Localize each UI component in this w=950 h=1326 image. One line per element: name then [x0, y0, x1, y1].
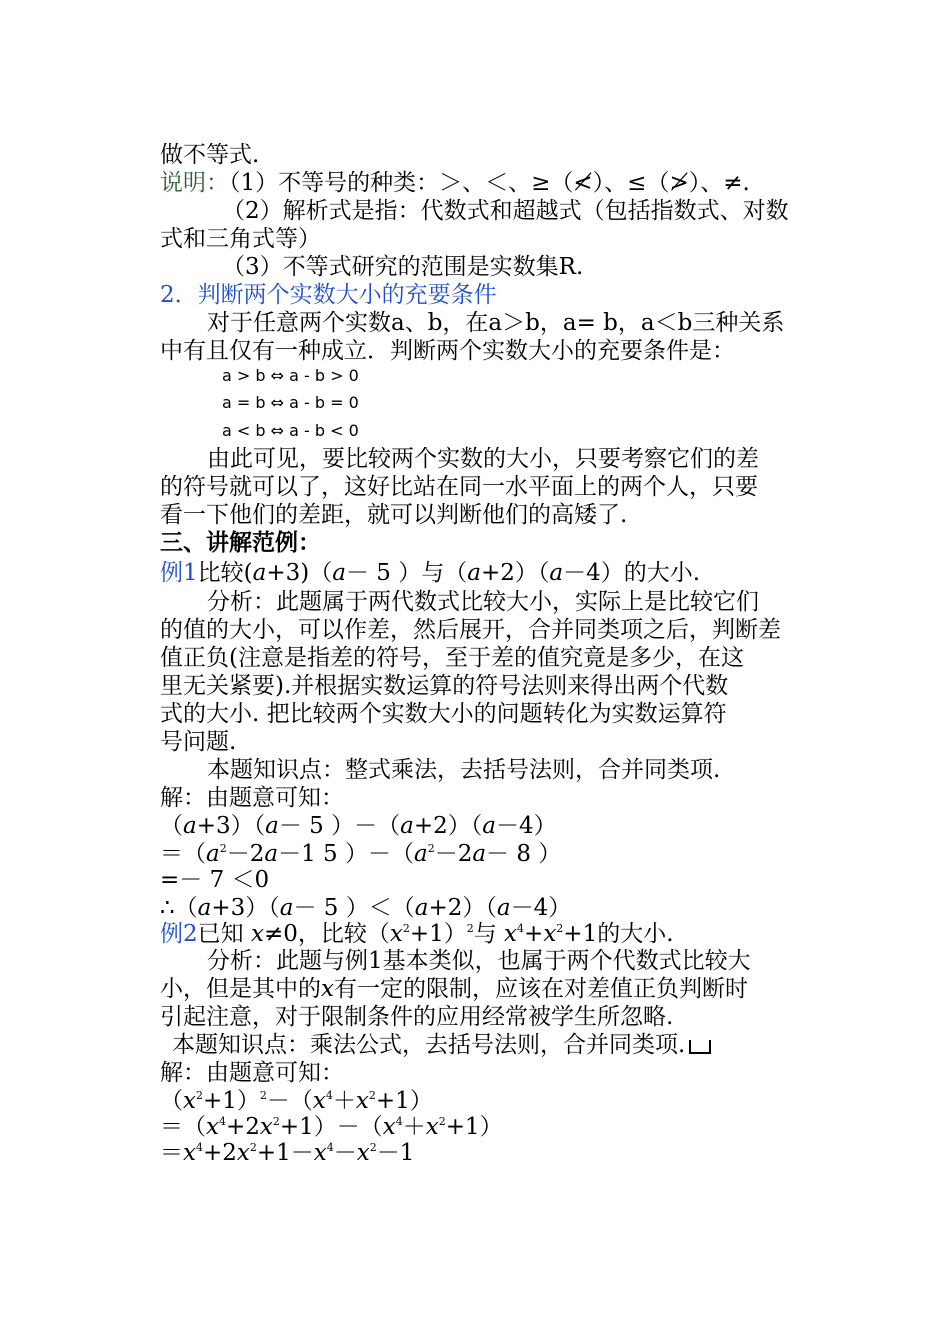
equation-line: ∴（a+3）（a－ 5 ）＜（a+2）（a－4） [160, 895, 572, 921]
text-line: 解：由题意可知： [160, 785, 344, 811]
example-2-title: 例2已知 x≠0，比较$(x^2+1)^2$与 $x^4+x^2+1$的大小. [160, 921, 674, 947]
section-heading: 2．判断两个实数大小的充要条件 [160, 282, 497, 308]
text-line: 号问题. [160, 729, 237, 755]
text-line: 小，但是其中的x有一定的限制，应该在对差值正负判断时 [160, 976, 748, 1002]
note-label: 说明： [160, 170, 229, 196]
text-line: 式和三角式等） [160, 226, 321, 252]
equation-line: $=(a^2-2a-1$ 5 ）$-(a^2-2a- 8$ ） [160, 841, 562, 867]
text-line: 对于任意两个实数a、b，在a＞b，a= b，a＜b三种关系 [207, 310, 785, 336]
text-line: 解：由题意可知： [160, 1060, 344, 1086]
text-line: 由此可见，要比较两个实数的大小，只要考察它们的差 [207, 446, 759, 472]
equation-line: =－ 7 ＜0 [160, 867, 270, 893]
text-line: 看一下他们的差距，就可以判断他们的高矮了. [160, 502, 628, 528]
example-label: 例2 [160, 921, 198, 947]
text-line: 的值的大小，可以作差，然后展开，合并同类项之后，判断差 [160, 617, 781, 643]
equation-line: （a+3）（a－ 5 ）－（a+2）（a－4） [160, 813, 557, 839]
formula-line: a > b ⇔ a - b > 0 [222, 366, 359, 385]
text-line: 里无关紧要).并根据实数运算的符号法则来得出两个代数 [160, 673, 729, 699]
text-line: 引起注意，对于限制条件的应用经常被学生所忽略. [160, 1004, 674, 1030]
text-line: 式的大小. 把比较两个实数大小的问题转化为实数运算符 [160, 701, 727, 727]
text-line: 做不等式. [160, 142, 260, 168]
section-heading: 三、讲解范例： [160, 529, 321, 556]
example-label: 例1 [160, 560, 198, 586]
example-1-title: 例1比较(a+3)（a－ 5 ）与（a+2）（a－4）的大小. [160, 560, 701, 586]
equation-line: $=x^4+2x^2+1-x^4-x^2-1$ [160, 1140, 415, 1166]
equation-line: $=(x^4+2x^2+1)-(x^4+x^2+1)$ [160, 1114, 503, 1140]
equation-line: $(x^2+1)^2-(x^4+x^2+1)$ [160, 1088, 433, 1114]
text-cursor-icon [689, 1040, 711, 1054]
text-line: 分析：此题与例1基本类似，也属于两个代数式比较大 [207, 948, 751, 974]
text-line: 值正负(注意是指差的符号，至于差的值究竟是多少，在这 [160, 645, 744, 671]
text-line: （2）解析式是指：代数式和超越式（包括指数式、对数 [222, 198, 789, 224]
text-line: 本题知识点：乘法公式，去括号法则，合并同类项. [172, 1031, 711, 1059]
text-line: 本题知识点：整式乘法，去括号法则，合并同类项. [207, 757, 721, 783]
text-line: 分析：此题属于两代数式比较大小，实际上是比较它们 [207, 589, 759, 615]
formula-line: a = b ⇔ a - b = 0 [222, 393, 359, 412]
text-line: 的符号就可以了，这好比站在同一水平面上的两个人，只要 [160, 474, 758, 500]
formula-line: a < b ⇔ a - b < 0 [222, 421, 359, 440]
note-line: 说明：（1）不等号的种类：＞、＜、≥（≮）、≤（≯）、≠. [160, 170, 750, 196]
text-line: （3）不等式研究的范围是实数集R. [222, 254, 584, 280]
text-line: 中有且仅有一种成立．判断两个实数大小的充要条件是： [160, 338, 735, 364]
